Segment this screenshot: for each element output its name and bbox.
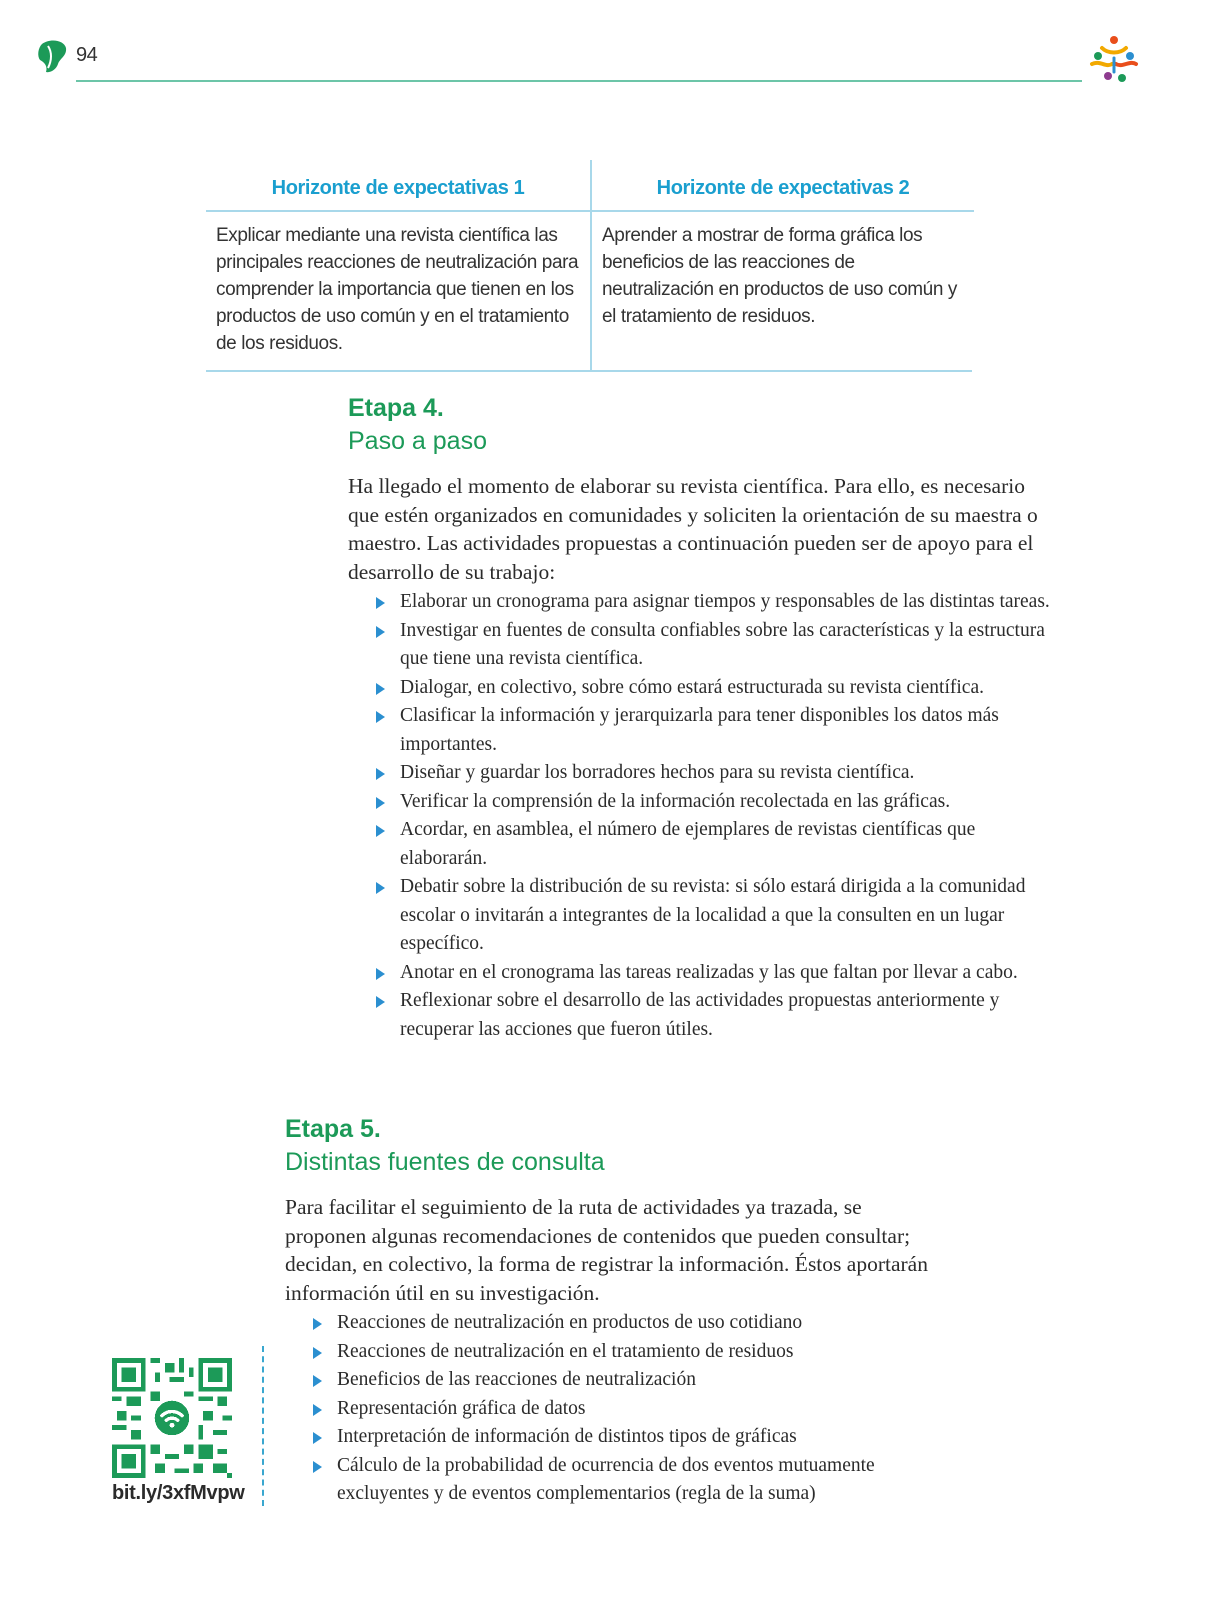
expectations-1-title: Horizonte de expectativas 1 xyxy=(206,160,590,212)
etapa-5-intro: Para facilitar el seguimiento de la ruta de actividades ya trazada, se proponen algunas recomendaciones de contenidos que pueden consultar; decidan, en colectivo, la forma de registrar la información. Éstos aportarán información útil en su investigación. xyxy=(285,1195,928,1305)
qr-divider xyxy=(262,1346,264,1506)
list-item-text: Representación gráfica de datos xyxy=(337,1397,586,1419)
bullet-triangle-icon xyxy=(376,882,385,894)
bullet-triangle-icon xyxy=(313,1461,322,1473)
etapa-5-title: Etapa 5. xyxy=(285,1115,381,1143)
expectations-column-2 xyxy=(590,160,974,372)
qr-link-text[interactable]: bit.ly/3xfMvpw xyxy=(112,1482,245,1504)
expectations-table xyxy=(206,160,972,372)
bullet-triangle-icon xyxy=(313,1347,322,1359)
bullet-triangle-icon xyxy=(313,1375,322,1387)
list-item-text: Beneficios de las reacciones de neutralización xyxy=(337,1369,696,1390)
bullet-triangle-icon xyxy=(313,1432,322,1444)
bullet-triangle-icon xyxy=(376,768,385,780)
list-item xyxy=(374,959,1064,988)
bullet-triangle-icon xyxy=(376,996,385,1008)
list-item-text: Verificar la comprensión de la información recolectada en las gráficas. xyxy=(400,790,951,812)
list-item xyxy=(374,759,1064,788)
list-item xyxy=(374,674,1064,703)
list-item xyxy=(311,1423,931,1452)
list-item-text: Diseñar y guardar los borradores hechos para su revista científica. xyxy=(400,762,915,783)
etapa-5-sources-list xyxy=(311,1309,931,1509)
expectations-column-1 xyxy=(206,160,590,372)
list-item xyxy=(311,1452,931,1509)
list-item-text: Elaborar un cronograma para asignar tiempos y responsables de las distintas tareas. xyxy=(400,591,1050,612)
etapa-4-title: Etapa 4. xyxy=(348,394,444,422)
bullet-triangle-icon xyxy=(376,683,385,695)
expectations-2-text: Aprender a mostrar de forma gráfica los beneficios de las reacciones de neutralización en productos de uso común y el tratamiento de residuos. xyxy=(602,225,957,327)
list-item-text: Dialogar, en colectivo, sobre cómo estará estructurada su revista científica. xyxy=(400,676,984,698)
list-item xyxy=(374,873,1064,959)
bullet-triangle-icon xyxy=(376,711,385,723)
list-item xyxy=(374,788,1064,817)
page-number: 94 xyxy=(76,44,98,66)
list-item xyxy=(374,816,1064,873)
list-item-text: Clasificar la información y jerarquizarla para tener disponibles los datos más importantes. xyxy=(400,705,999,755)
table-bottom-rule xyxy=(206,370,972,372)
expectations-1-text: Explicar mediante una revista científica las principales reacciones de neutralización para comprender la importancia que tienen en los productos de uso común y en el tratamiento de los residuos. xyxy=(216,225,579,354)
etapa-5-subtitle: Distintas fuentes de consulta xyxy=(285,1148,605,1176)
etapa-4-subtitle: Paso a paso xyxy=(348,427,487,455)
etapa-4-activity-list xyxy=(374,588,1064,1044)
bullet-triangle-icon xyxy=(376,597,385,609)
list-item-text: Debatir sobre la distribución de su revista: si sólo estará dirigida a la comunidad escolar o invitarán a integrantes de la localidad a que la consulten en un lugar específico. xyxy=(400,876,1026,954)
bullet-triangle-icon xyxy=(376,825,385,837)
list-item-text: Reacciones de neutralización en productos de uso cotidiano xyxy=(337,1312,803,1333)
list-item xyxy=(374,987,1064,1044)
bullet-triangle-icon xyxy=(376,626,385,638)
colorful-figures-logo-icon xyxy=(1086,34,1142,86)
list-item-text: Acordar, en asamblea, el número de ejemplares de revistas científicas que elaborarán. xyxy=(400,819,976,869)
list-item-text: Anotar en el cronograma las tareas realizadas y las que faltan por llevar a cabo. xyxy=(400,961,1018,983)
bullet-triangle-icon xyxy=(313,1318,322,1330)
etapa-4-section xyxy=(348,394,1068,1044)
qr-code-icon[interactable] xyxy=(112,1358,232,1478)
bullet-triangle-icon xyxy=(376,797,385,809)
list-item xyxy=(311,1309,931,1338)
list-item xyxy=(374,617,1064,674)
list-item xyxy=(311,1395,931,1424)
bullet-triangle-icon xyxy=(376,968,385,980)
list-item xyxy=(311,1338,931,1367)
list-item-text: Interpretación de información de distintos tipos de gráficas xyxy=(337,1426,797,1447)
list-item-text: Reacciones de neutralización en el tratamiento de residuos xyxy=(337,1340,794,1362)
expectations-2-title: Horizonte de expectativas 2 xyxy=(592,160,974,212)
list-item-text: Reflexionar sobre el desarrollo de las actividades propuestas anteriormente y recuperar las acciones que fueron útiles. xyxy=(400,990,1000,1040)
list-item xyxy=(374,702,1064,759)
etapa-5-section xyxy=(285,1115,945,1509)
etapa-4-intro: Ha llegado el momento de elaborar su revista científica. Para ello, es necesario que estén organizados en comunidades y soliciten la orientación de su maestra o maestro. Las actividades propuestas a continuación pueden ser de apoyo para el desarrollo de su trabajo: xyxy=(348,474,1038,584)
list-item-text: Cálculo de la probabilidad de ocurrencia de dos eventos mutuamente excluyentes y de eventos complementarios (regla de la suma) xyxy=(337,1454,875,1504)
header-rule xyxy=(76,80,1082,82)
bullet-triangle-icon xyxy=(313,1404,322,1416)
list-item-text: Investigar en fuentes de consulta confiables sobre las características y la estructura que tiene una revista científica. xyxy=(400,619,1045,669)
list-item xyxy=(311,1366,931,1395)
list-item xyxy=(374,588,1064,617)
leaf-icon xyxy=(36,38,68,74)
